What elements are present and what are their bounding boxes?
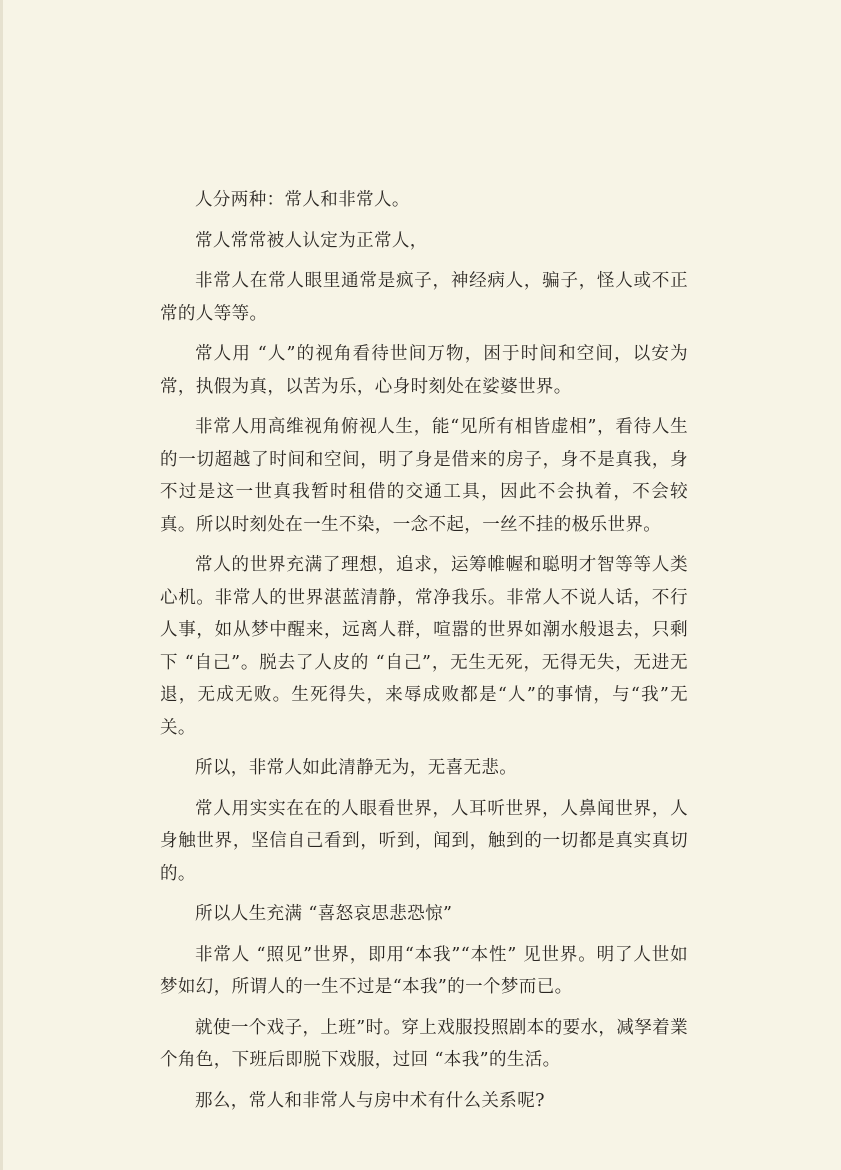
paragraph-4: 常人用 “人”的视角看待世间万物，困于时间和空间，以安为常，执假为真，以苦为乐，心身时刻处在娑婆世界。 (160, 344, 688, 397)
paragraph-5: 非常人用高维视角俯视人生，能“见所有相皆虚相”，看待人生的一切超越了时间和空间，明了身是借来的房子，身不是真我，身不过是这一世真我暂时租借的交通工具，因此不会执着，不会较真。所以时刻处在一生不染，一念不起，一丝不挂的极乐世界。 (160, 417, 688, 535)
paragraph-9: 所以人生充满 “喜怒哀思悲恐惊” (195, 904, 453, 924)
paragraph-10: 非常人 “照见”世界，即用“本我”“本性” 见世界。明了人世如梦如幻，所谓人的一生不过是“本我”的一个梦而已。 (160, 944, 688, 997)
paragraph-1: 人分两种：常人和非常人。 (195, 190, 410, 210)
paragraph-6: 常人的世界充满了理想，追求，运筹帷幄和聪明才智等等人类心机。非常人的世界湛蓝清静，常净我乐。非常人不说人话，不行人事，如从梦中醒来，远离人群，喧嚣的世界如潮水般退去，只剩下 “自己”。脱去了人皮的 “自己”，无生无死，无得无失，无进无退，无成无败。生死得失，来辱成败都是“人”的事情，与“我”无关。 (160, 555, 688, 738)
page-edge (0, 0, 3, 1170)
paragraph-11: 就使一个戏子，上班”时。穿上戏服投照剧本的要水，减孥着業个角色，下班后即脱下戏服，过回 “本我”的生活。 (160, 1017, 688, 1070)
paragraph-12: 那么，常人和非常人与房中术有什么关系呢? (195, 1090, 545, 1111)
paragraph-2: 常人常常被人认定为正常人， (195, 230, 428, 251)
document-body (160, 184, 688, 1125)
paragraph-8: 常人用实实在在的人眼看世界，人耳听世界，人鼻闻世界，人身触世界，坚信自己看到，听到，闻到，触到的一切都是真实真切的。 (160, 798, 688, 884)
paragraph-7: 所以，非常人如此清静无为，无喜无悲。 (195, 758, 518, 778)
paragraph-3: 非常人在常人眼里通常是疯子，神经病人，骗子，怪人或不正常的人等等。 (160, 271, 688, 324)
